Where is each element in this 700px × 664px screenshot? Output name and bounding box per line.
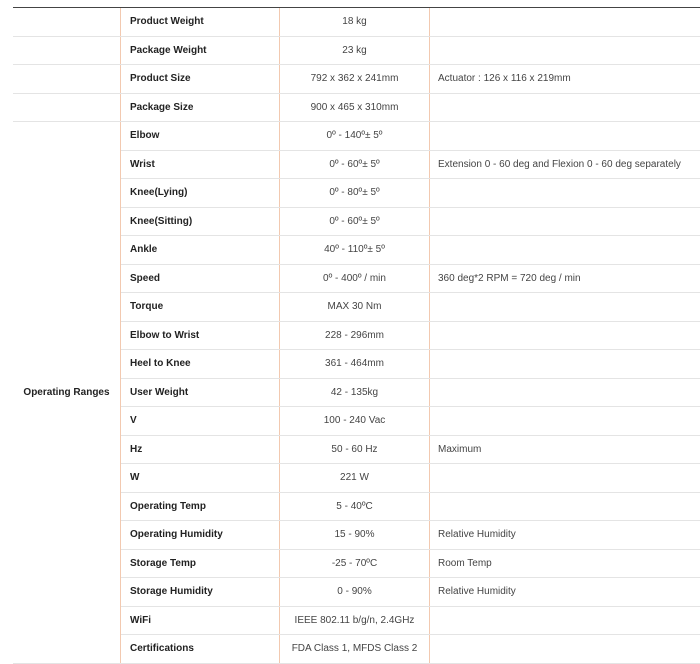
table-row xyxy=(13,36,700,65)
spec-value: 361 - 464mm xyxy=(280,350,430,379)
spec-value: 900 x 465 x 310mm xyxy=(280,93,430,122)
spec-note xyxy=(430,236,700,265)
spec-value: -25 - 70ºC xyxy=(280,549,430,578)
spec-value: 40º - 110º± 5º xyxy=(280,236,430,265)
spec-note: Maximum xyxy=(430,435,700,464)
spec-value: 0º - 140º± 5º xyxy=(280,122,430,151)
table-row xyxy=(13,93,700,122)
spec-note xyxy=(430,407,700,436)
spec-value: 42 - 135kg xyxy=(280,378,430,407)
table-row xyxy=(13,65,700,94)
spec-note xyxy=(430,179,700,208)
spec-value: FDA Class 1, MFDS Class 2 xyxy=(280,635,430,664)
spec-note: Relative Humidity xyxy=(430,578,700,607)
spec-name: Storage Temp xyxy=(121,549,280,578)
spec-table-body xyxy=(13,8,700,663)
spec-table xyxy=(13,8,700,664)
spec-note xyxy=(430,378,700,407)
spec-name: V xyxy=(121,407,280,436)
spec-note xyxy=(430,207,700,236)
spec-value: 100 - 240 Vac xyxy=(280,407,430,436)
spec-value: 18 kg xyxy=(280,8,430,36)
spec-note xyxy=(430,36,700,65)
group-cell-empty xyxy=(13,8,121,36)
spec-value: 50 - 60 Hz xyxy=(280,435,430,464)
spec-note: Extension 0 - 60 deg and Flexion 0 - 60 deg separately xyxy=(430,150,700,179)
spec-note: Actuator : 126 x 116 x 219mm xyxy=(430,65,700,94)
spec-value: 792 x 362 x 241mm xyxy=(280,65,430,94)
spec-note: 360 deg*2 RPM = 720 deg / min xyxy=(430,264,700,293)
group-label: Operating Ranges xyxy=(13,122,121,664)
spec-note xyxy=(430,321,700,350)
spec-name: User Weight xyxy=(121,378,280,407)
spec-name: W xyxy=(121,464,280,493)
spec-value: 0º - 60º± 5º xyxy=(280,150,430,179)
spec-note xyxy=(430,635,700,664)
spec-value: 228 - 296mm xyxy=(280,321,430,350)
table-row xyxy=(13,8,700,36)
spec-name: Package Size xyxy=(121,93,280,122)
spec-name: Elbow to Wrist xyxy=(121,321,280,350)
spec-name: Torque xyxy=(121,293,280,322)
spec-name: Product Weight xyxy=(121,8,280,36)
group-cell-empty xyxy=(13,65,121,94)
spec-value: 23 kg xyxy=(280,36,430,65)
spec-name: Knee(Sitting) xyxy=(121,207,280,236)
spec-note xyxy=(430,492,700,521)
spec-value: 0º - 60º± 5º xyxy=(280,207,430,236)
spec-value: MAX 30 Nm xyxy=(280,293,430,322)
spec-name: Knee(Lying) xyxy=(121,179,280,208)
spec-note xyxy=(430,93,700,122)
spec-note xyxy=(430,350,700,379)
spec-note xyxy=(430,464,700,493)
spec-name: Hz xyxy=(121,435,280,464)
spec-note: Relative Humidity xyxy=(430,521,700,550)
spec-name: Storage Humidity xyxy=(121,578,280,607)
spec-name: Elbow xyxy=(121,122,280,151)
spec-note xyxy=(430,606,700,635)
spec-name: Operating Humidity xyxy=(121,521,280,550)
spec-value: 0º - 80º± 5º xyxy=(280,179,430,208)
group-cell-empty xyxy=(13,36,121,65)
spec-value: 0º - 400º / min xyxy=(280,264,430,293)
spec-note: Room Temp xyxy=(430,549,700,578)
spec-value: IEEE 802.11 b/g/n, 2.4GHz xyxy=(280,606,430,635)
spec-name: Product Size xyxy=(121,65,280,94)
spec-note xyxy=(430,293,700,322)
spec-value: 5 - 40ºC xyxy=(280,492,430,521)
spec-value: 0 - 90% xyxy=(280,578,430,607)
table-row xyxy=(13,122,700,151)
spec-name: Speed xyxy=(121,264,280,293)
spec-name: Package Weight xyxy=(121,36,280,65)
spec-name: Operating Temp xyxy=(121,492,280,521)
spec-name: Wrist xyxy=(121,150,280,179)
spec-name: Ankle xyxy=(121,236,280,265)
spec-value: 15 - 90% xyxy=(280,521,430,550)
spec-name: Certifications xyxy=(121,635,280,664)
spec-note xyxy=(430,8,700,36)
spec-name: WiFi xyxy=(121,606,280,635)
spec-name: Heel to Knee xyxy=(121,350,280,379)
spec-note xyxy=(430,122,700,151)
group-cell-empty xyxy=(13,93,121,122)
spec-value: 221 W xyxy=(280,464,430,493)
